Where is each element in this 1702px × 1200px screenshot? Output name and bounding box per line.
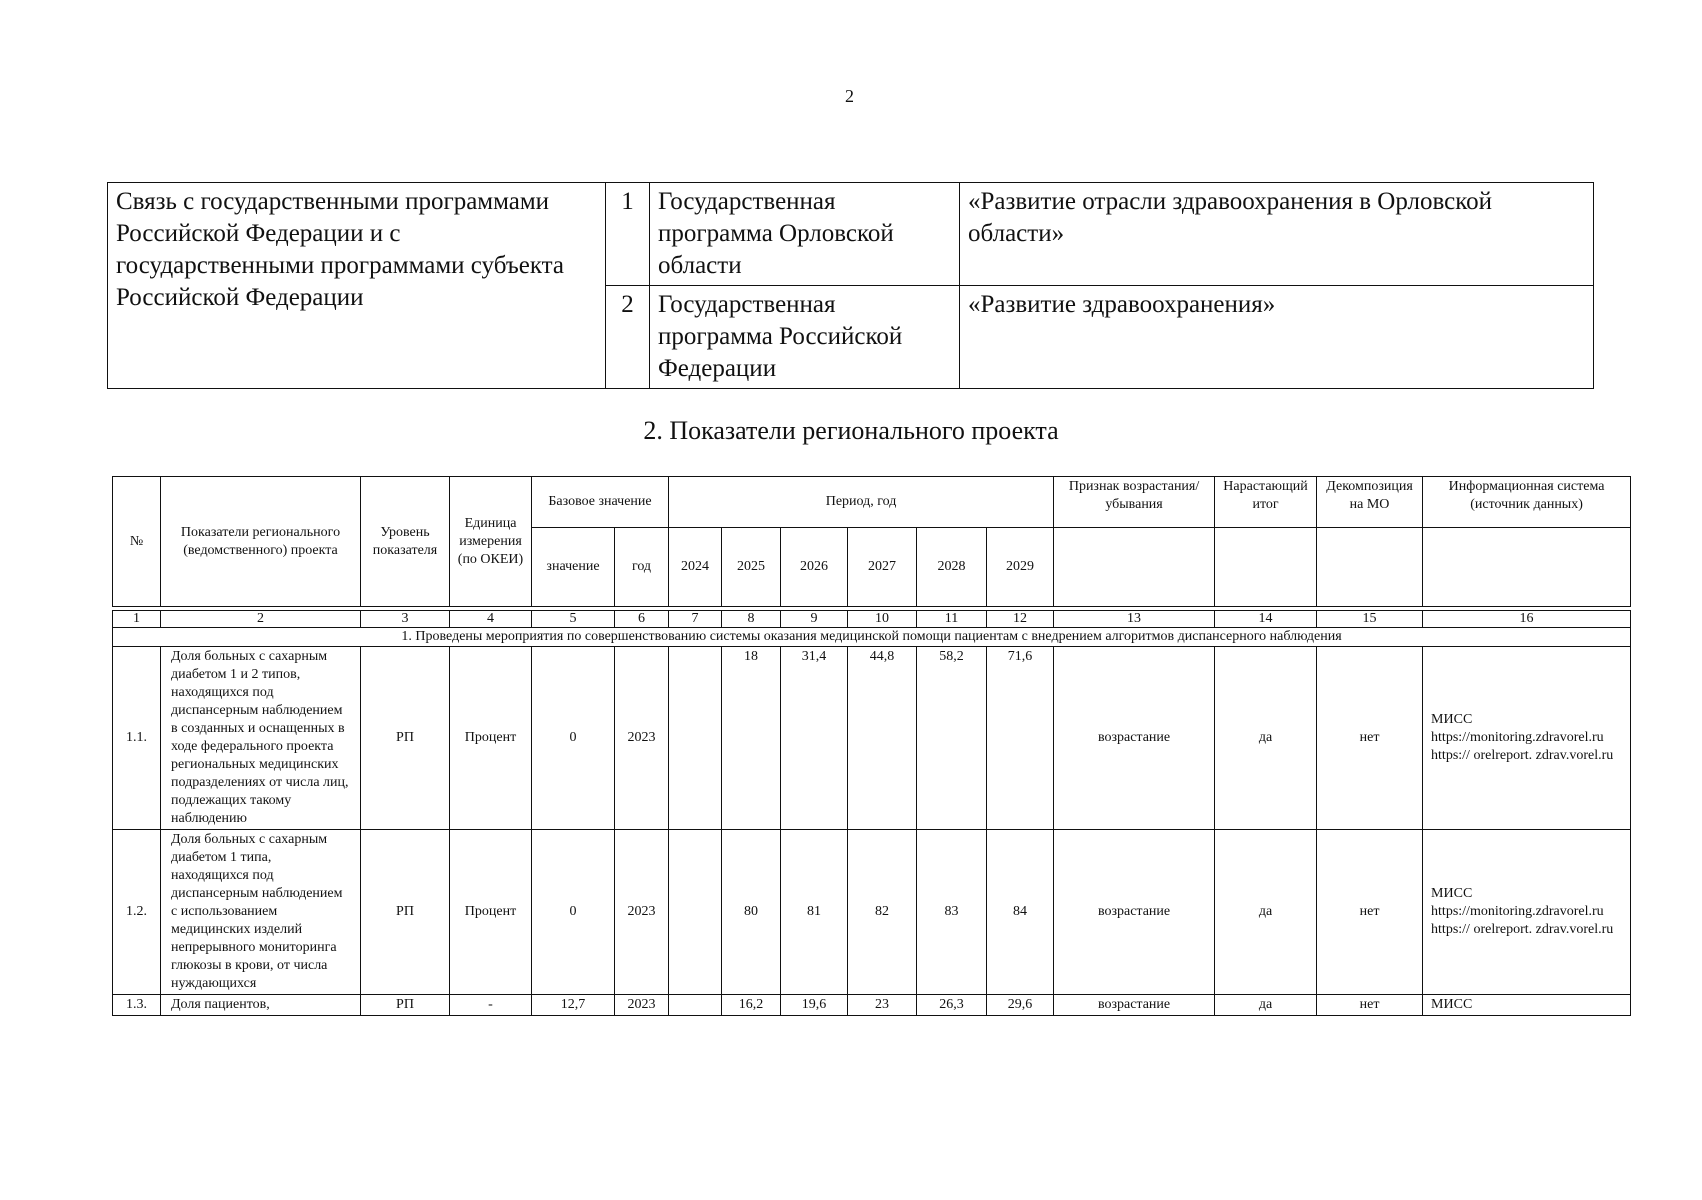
- row-value-2025: 18: [722, 647, 781, 830]
- row-source: [1423, 830, 1631, 995]
- program-row-1: [108, 183, 1594, 286]
- header-name: Показатели регионального (ведомственного) проекта: [161, 477, 361, 607]
- program-number: 2: [606, 286, 650, 389]
- row-value-2027: 82: [848, 830, 917, 995]
- row-value-2024: [669, 995, 722, 1016]
- row-value-2027: 44,8: [848, 647, 917, 830]
- row-base-value: 0: [532, 647, 615, 830]
- indicators-table: [112, 476, 1631, 1016]
- row-value-2024: [669, 830, 722, 995]
- row-unit: Процент: [450, 830, 532, 995]
- header-year: 2029: [987, 528, 1054, 607]
- program-type: Государственная программа Российской Федерации: [650, 286, 960, 389]
- row-source: [1423, 995, 1631, 1016]
- column-number: 16: [1423, 611, 1631, 628]
- source-link: https:// orelreport. zdrav.vorel.ru: [1431, 748, 1614, 763]
- row-base-year: 2023: [615, 647, 669, 830]
- header-source: Информационная система (источник данных): [1423, 477, 1631, 528]
- goal-row: [113, 628, 1631, 647]
- page-number: 2: [845, 86, 854, 106]
- header-empty: [1215, 528, 1317, 607]
- row-trend: возрастание: [1054, 830, 1215, 995]
- column-number: 13: [1054, 611, 1215, 628]
- source-link: https://monitoring.zdravorel.ru: [1431, 730, 1604, 745]
- row-value-2026: 31,4: [781, 647, 848, 830]
- header-base: Базовое значение: [532, 477, 669, 528]
- source-system: МИСС: [1431, 712, 1473, 727]
- row-base-value: 12,7: [532, 995, 615, 1016]
- header-empty: [1423, 528, 1631, 607]
- source-system: МИСС: [1431, 997, 1473, 1012]
- row-num: 1.3.: [113, 995, 161, 1016]
- row-decomposition: нет: [1317, 995, 1423, 1016]
- column-number: 2: [161, 611, 361, 628]
- row-name: Доля больных с сахарным диабетом 1 и 2 типов, находящихся под диспансерным наблюдением в созданных и оснащенных в ходе федерального проекта региональных медицинских подразделениях от числа лиц, подлежащих такому наблюдению: [161, 647, 361, 830]
- row-value-2028: 58,2: [917, 647, 987, 830]
- header-unit: Единица измерения (по ОКЕИ): [450, 477, 532, 607]
- row-name: Доля больных с сахарным диабетом 1 типа, находящихся под диспансерным наблюдением с использованием медицинских изделий непрерывного мониторинга глюкозы в крови, от числа нуждающихся: [161, 830, 361, 995]
- header-base-value: значение: [532, 528, 615, 607]
- column-number: 10: [848, 611, 917, 628]
- header-cumulative: Нарастающий итог: [1215, 477, 1317, 528]
- row-base-year: 2023: [615, 830, 669, 995]
- row-value-2028: 26,3: [917, 995, 987, 1016]
- row-name: Доля пациентов,: [161, 995, 361, 1016]
- header-year: 2025: [722, 528, 781, 607]
- row-cumulative: да: [1215, 647, 1317, 830]
- row-value-2025: 80: [722, 830, 781, 995]
- row-value-2026: 81: [781, 830, 848, 995]
- header-year: 2026: [781, 528, 848, 607]
- row-trend: возрастание: [1054, 647, 1215, 830]
- row-level: РП: [361, 830, 450, 995]
- row-level: РП: [361, 647, 450, 830]
- column-number: 1: [113, 611, 161, 628]
- row-base-value: 0: [532, 830, 615, 995]
- column-number: 6: [615, 611, 669, 628]
- row-value-2029: 84: [987, 830, 1054, 995]
- row-value-2025: 16,2: [722, 995, 781, 1016]
- row-value-2029: 71,6: [987, 647, 1054, 830]
- row-value-2028: 83: [917, 830, 987, 995]
- header-base-year: год: [615, 528, 669, 607]
- column-number: 4: [450, 611, 532, 628]
- program-type: Государственная программа Орловской области: [650, 183, 960, 286]
- programs-table: [107, 182, 1594, 389]
- row-cumulative: да: [1215, 830, 1317, 995]
- header-decomposition: Декомпозиция на МО: [1317, 477, 1423, 528]
- header-row-top: [113, 477, 1631, 528]
- row-source: [1423, 647, 1631, 830]
- source-link: https://monitoring.zdravorel.ru: [1431, 904, 1604, 919]
- goal-text: 1. Проведены мероприятия по совершенствованию системы оказания медицинской помощи пациентам с внедрением алгоритмов диспансерного наблюдения: [113, 628, 1631, 647]
- row-unit: Процент: [450, 647, 532, 830]
- header-year: 2028: [917, 528, 987, 607]
- program-name: «Развитие здравоохранения»: [960, 286, 1594, 389]
- column-number: 15: [1317, 611, 1423, 628]
- column-number: 3: [361, 611, 450, 628]
- row-value-2024: [669, 647, 722, 830]
- row-trend: возрастание: [1054, 995, 1215, 1016]
- row-decomposition: нет: [1317, 647, 1423, 830]
- row-cumulative: да: [1215, 995, 1317, 1016]
- program-name: «Развитие отрасли здравоохранения в Орловской области»: [960, 183, 1594, 286]
- program-number: 1: [606, 183, 650, 286]
- header-empty: [1054, 528, 1215, 607]
- source-system: МИСС: [1431, 886, 1473, 901]
- column-number: 14: [1215, 611, 1317, 628]
- row-value-2027: 23: [848, 995, 917, 1016]
- source-link: https:// orelreport. zdrav.vorel.ru: [1431, 922, 1614, 937]
- column-numbers-row: [113, 611, 1631, 628]
- header-level: Уровень показателя: [361, 477, 450, 607]
- header-year: 2024: [669, 528, 722, 607]
- row-value-2026: 19,6: [781, 995, 848, 1016]
- table-row: [113, 995, 1631, 1016]
- column-number: 7: [669, 611, 722, 628]
- row-num: 1.2.: [113, 830, 161, 995]
- row-value-2029: 29,6: [987, 995, 1054, 1016]
- column-number: 8: [722, 611, 781, 628]
- column-number: 5: [532, 611, 615, 628]
- header-trend: Признак возрастания/убывания: [1054, 477, 1215, 528]
- row-num: 1.1.: [113, 647, 161, 830]
- row-base-year: 2023: [615, 995, 669, 1016]
- column-number: 9: [781, 611, 848, 628]
- table-row: [113, 647, 1631, 830]
- row-decomposition: нет: [1317, 830, 1423, 995]
- header-period: Период, год: [669, 477, 1054, 528]
- column-number: 11: [917, 611, 987, 628]
- header-num: №: [113, 477, 161, 607]
- column-number: 12: [987, 611, 1054, 628]
- row-unit: -: [450, 995, 532, 1016]
- header-empty: [1317, 528, 1423, 607]
- section-title: 2. Показатели регионального проекта: [643, 416, 1059, 445]
- row-level: РП: [361, 995, 450, 1016]
- header-year: 2027: [848, 528, 917, 607]
- programs-label: Связь с государственными программами Российской Федерации и с государственными программами субъекта Российской Федерации: [108, 183, 606, 389]
- table-row: [113, 830, 1631, 995]
